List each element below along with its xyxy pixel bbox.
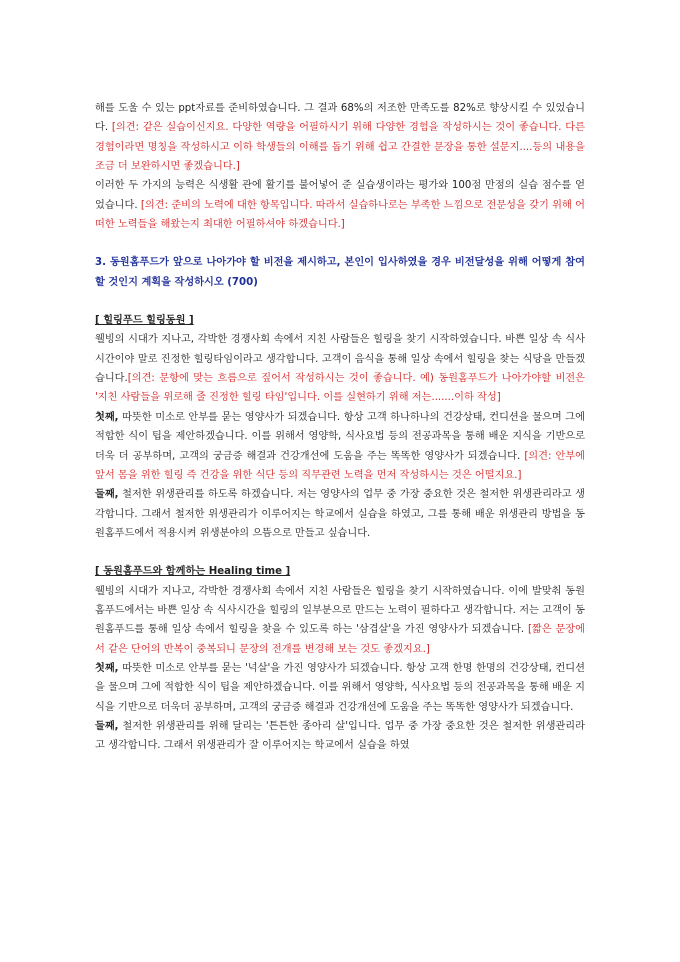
reviewer-comment: [의견: 안부에 앞서 몸을 위한 힐링 즉 건강을 위한 식단 등의 직무관련 노력을 먼저 작성하시는 것은 어떨지요.] [95, 450, 585, 481]
body-text: 철저한 위생관리를 하도록 하겠습니다. 저는 영양사의 업무 중 가장 중요한 것은 철저한 위생관리라고 생각합니다. 그래서 철저한 위생관리가 이루어지는 학교에서 실습을 하였고, 그를 통해 배운 위생관리 방법을 동원홈푸드에서 적용시켜 위생분야의 으뜸으로 만들고 싶습니다. [95, 489, 585, 539]
paragraph-score [95, 176, 585, 234]
spacer [95, 292, 585, 311]
section1-intro [95, 330, 585, 407]
point-label: 둘째, [95, 489, 119, 501]
section2-intro [95, 582, 585, 659]
body-text: 웰빙의 시대가 지나고, 각박한 경쟁사회 속에서 지친 사람들은 힐링을 찾기 시작하였습니다. 바쁜 일상 속 식사시간이야 말로 진정한 힐링타임이라고 생각합니다. 고객이 음식을 통해 일상 속에서 힐링을 찾는 식당을 만들겠습니다. [95, 334, 585, 385]
section-title-healing-food: [ 힐링푸드 힐링동원 ] [95, 315, 194, 327]
section-title-healing-time: [ 동원홈푸드와 함께하는 Healing time ] [95, 566, 291, 578]
reviewer-comment: [의견: 문항에 맞는 흐름으로 짚어서 작성하시는 것이 좋습니다. 예) 동원홈푸드가 나아가야할 비전은 '지친 사람들을 위로해 줄 진정한 힐링 타임'입니다. 이를 실현하기 위해 저는.......이하 작성] [95, 373, 585, 404]
point-label: 첫째, [95, 662, 119, 674]
section1-second-point [95, 485, 585, 543]
body-text: 이러한 두 가지의 능력은 식생활 관에 활기를 불어넣어 준 실습생이라는 평가와 100점 만점의 실습 점수를 얻었습니다. [95, 180, 585, 211]
section2-first-point [95, 659, 585, 717]
question-heading: 3. 동원홈푸드가 앞으로 나아가야 할 비전을 제시하고, 본인이 입사하였을 경우 비전달성을 위해 어떻게 참여할 것인지 계획을 작성하시오 (700) [95, 257, 585, 288]
spacer [95, 543, 585, 562]
reviewer-comment: [의견: 준비의 노력에 대한 항목입니다. 따라서 실습하나로는 부족한 느낌으로 전문성을 갖기 위해 어떠한 노력들을 해왔는지 최대한 어필하셔야 하겠습니다.] [95, 199, 585, 231]
point-label: 첫째, [95, 411, 119, 423]
body-text: 따뜻한 미소로 안부를 묻는 '넉살'을 가진 영양사가 되겠습니다. 항상 고객 한명 한명의 건강상태, 컨디션을 물으며 그에 적합한 식이 팁을 제안하겠습니다. 이를 위해서 영양학, 식사요법 등의 전공과목을 통해 배운 지식을 기반으로 더욱더 공부하며, 고객의 궁금증 해결과 건강개선에 도움을 주는 똑똑한 영양사가 되겠습니다. [95, 662, 585, 713]
paragraph-ppt-result [95, 99, 585, 176]
reviewer-comment: [짧은 문장에서 같은 단어의 반복이 중복되니 문장의 전개를 변경해 보는 것도 좋겠지요.] [95, 624, 585, 655]
reviewer-comment: [의견: 같은 실습이신지요. 다양한 역량을 어필하시기 위해 다양한 경험을 작성하시는 것이 좋습니다. 다른 경험이라면 명칭을 작성하시고 이하 학생들의 이해를 돕기 위해 쉽고 간결한 문장을 통한 설문지....등의 내용을 조금 더 보완하시면 좋겠습니다.] [95, 122, 585, 173]
spacer [95, 234, 585, 253]
section2-second-point [95, 717, 585, 756]
body-text: 철저한 위생관리를 위해 달리는 '튼튼한 종아리 살'입니다. 업무 중 가장 중요한 것은 철저한 위생관리라고 생각합니다. 그래서 위생관리가 잘 이루어지는 학교에서 실습을 하였 [95, 720, 585, 752]
document-body [95, 99, 585, 756]
body-text: 따뜻한 미소로 안부를 묻는 영양사가 되겠습니다. 항상 고객 하나하나의 건강상태, 컨디션을 물으며 그에 적합한 식이 팁을 제안하겠습니다. 이를 위해서 영양학, 식사요법 등의 전공과목을 통해 배운 지식을 기반으로 더욱 더 공부하며, 고객의 궁금증 해결과 건강개선에 도움을 주는 똑똑한 영양사가 되겠습니다. [95, 411, 585, 462]
body-text: 웰빙의 시대가 지나고, 각박한 경쟁사회 속에서 지친 사람들은 힐링을 찾기 시작하였습니다. 이에 발맞춰 동원홈푸드에서는 바쁜 일상 속 식사시간을 힐링의 일부분으로 만드는 노력이 필하다고 생각합니다. 저는 고객이 동원홈푸드를 통해 일상 속에서 힐링을 찾을 수 있도록 하는 '삼겹살'을 가진 영양사가 되겠습니다. [95, 585, 585, 636]
body-text: 해를 도울 수 있는 ppt자료를 준비하였습니다. 그 결과 68%의 저조한 만족도를 82%로 향상시킬 수 있었습니다. [95, 103, 585, 134]
section1-first-point [95, 408, 585, 485]
point-label: 둘째, [95, 720, 119, 732]
